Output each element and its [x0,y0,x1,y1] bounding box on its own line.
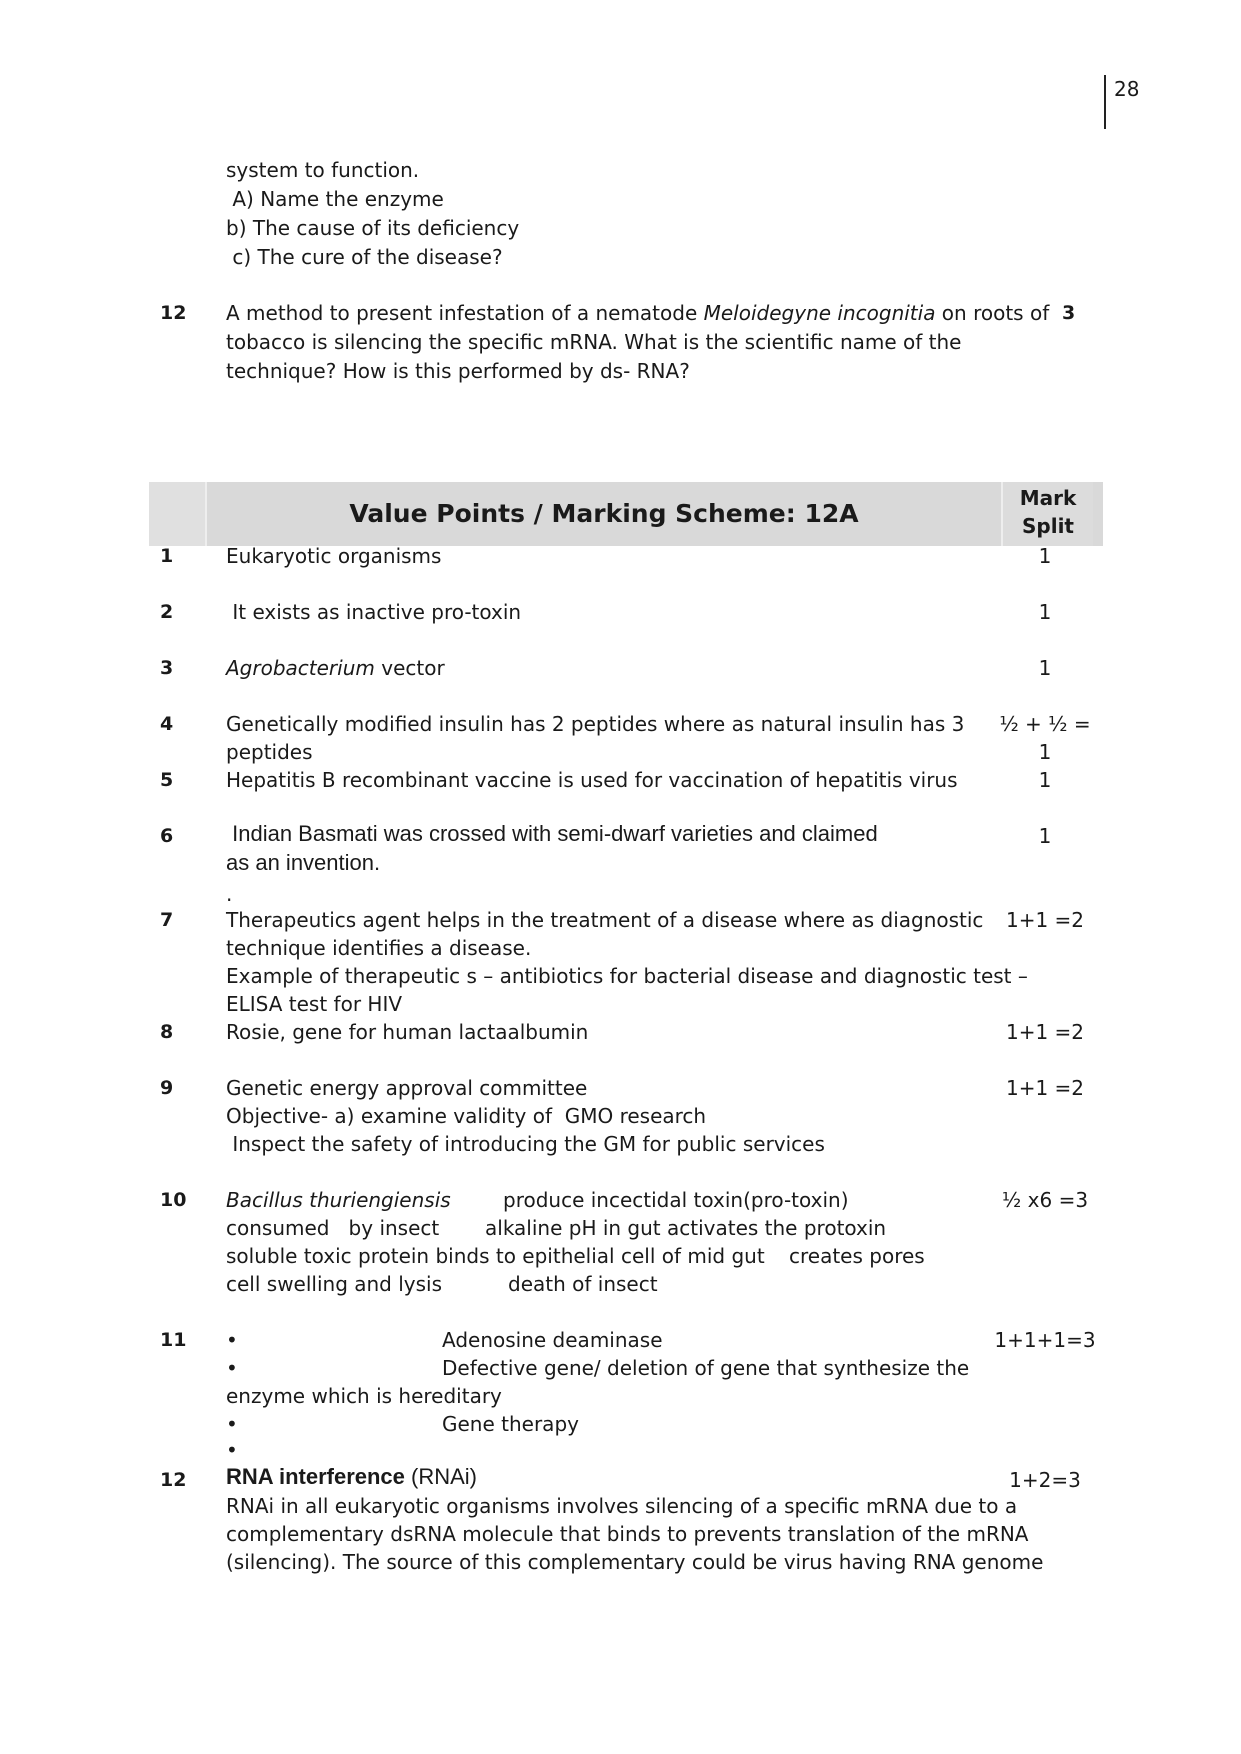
answer-6-number: 6 [160,825,174,847]
answer-12-number: 12 [160,1469,187,1491]
answer-10-r2b: alkaline pH in gut activates the protoxin [485,1216,887,1240]
answer-10-number: 10 [160,1189,187,1211]
answer-7-number: 7 [160,909,174,931]
question-tail-line-4: c) The cure of the disease? [226,245,503,269]
answer-7-line-3: Example of therapeutic s – antibiotics for bacterial disease and diagnostic test – [226,964,1028,988]
mark-split-header: Mark Split [1019,486,1077,538]
answer-5-number: 5 [160,769,174,791]
answer-5-text: Hepatitis B recombinant vaccine is used for vaccination of hepatitis virus [226,768,958,792]
header-blank-cell [149,482,207,546]
answer-3-number: 3 [160,657,174,679]
header-rule [1104,75,1106,129]
answer-3-mark: 1 [1038,656,1052,680]
answer-6-line-1: Indian Basmati was crossed with semi-dwarf varieties and claimed [226,821,878,846]
answer-9-line-3: Inspect the safety of introducing the GM for public services [226,1132,825,1156]
answer-7-mark: 1+1 =2 [1005,908,1085,932]
answer-4-number: 4 [160,713,174,735]
question-tail-line-3: b) The cause of its deficiency [226,216,520,240]
answer-2-number: 2 [160,601,174,623]
answer-4-mark-2: 1 [1038,740,1052,764]
answer-7-line-1: Therapeutics agent helps in the treatment of a disease where as diagnostic [226,908,984,932]
answer-6-line-3: . [226,882,233,906]
answer-11-bullet-2-text: Defective gene/ deletion of gene that synthesize the [442,1356,970,1380]
question-12-number: 12 [160,302,187,324]
answer-8-mark: 1+1 =2 [1005,1020,1085,1044]
answer-1-mark: 1 [1038,544,1052,568]
question-12-marks: 3 [1062,302,1076,324]
answer-10-r2a: consumed by insect [226,1216,440,1240]
answer-9-line-2: Objective- a) examine validity of GMO research [226,1104,707,1128]
answer-6-mark: 1 [1038,824,1052,848]
answer-9-number: 9 [160,1077,174,1099]
answer-3-text: Agrobacterium vector [226,656,445,680]
answer-8-number: 8 [160,1021,174,1043]
answer-10-r4a: cell swelling and lysis [226,1272,443,1296]
question-12-line-1: A method to present infestation of a nematode Meloidegyne incognitia on roots of [226,301,1050,325]
answer-2-mark: 1 [1038,600,1052,624]
answer-4-mark-1: ½ + ½ = [999,712,1091,736]
answer-12-line-3: complementary dsRNA molecule that binds to prevents translation of the mRNA [226,1522,1029,1546]
answer-7-line-2: technique identifies a disease. [226,936,532,960]
bullet-3: • [226,1412,238,1436]
answer-11-mark: 1+1+1=3 [994,1328,1096,1352]
answer-2-text: It exists as inactive pro-toxin [226,600,522,624]
answer-9-line-1: Genetic energy approval committee [226,1076,588,1100]
answer-4-line-1: Genetically modified insulin has 2 peptides where as natural insulin has 3 [226,712,965,736]
answer-12-mark: 1+2=3 [1009,1468,1081,1492]
question-tail-line-2: A) Name the enzyme [226,187,444,211]
marking-scheme-header [149,482,1103,546]
answer-10-r3b: creates pores [789,1244,925,1268]
answer-12-line-2: RNAi in all eukaryotic organisms involves silencing of a specific mRNA due to a [226,1494,1018,1518]
answer-10-r4b: death of insect [508,1272,658,1296]
answer-8-text: Rosie, gene for human lactaalbumin [226,1020,589,1044]
answer-11-bullet-1-text: Adenosine deaminase [442,1328,663,1352]
answer-10-r1b: produce incectidal toxin(pro-toxin) [503,1188,849,1212]
bullet-4: • [226,1438,238,1462]
answer-1-number: 1 [160,545,174,567]
answer-6-line-2: as an invention. [226,850,381,875]
answer-11-bullet-3-text: Gene therapy [442,1412,579,1436]
answer-4-line-2: peptides [226,740,313,764]
answer-10-mark: ½ x6 =3 [1001,1188,1089,1212]
bullet-2: • [226,1356,238,1380]
answer-1-text: Eukaryotic organisms [226,544,442,568]
bullet-1: • [226,1328,238,1352]
question-tail-line-1: system to function. [226,158,420,182]
answer-10-r1a: Bacillus thuriengiensis [226,1188,451,1212]
answer-7-line-4: ELISA test for HIV [226,992,403,1016]
answer-10-r3a: soluble toxic protein binds to epithelial cell of mid gut [226,1244,765,1268]
answer-12-line-4: (silencing). The source of this complementary could be virus having RNA genome [226,1550,1044,1574]
answer-5-mark: 1 [1038,768,1052,792]
answer-9-mark: 1+1 =2 [1005,1076,1085,1100]
question-12-line-2: tobacco is silencing the specific mRNA. What is the scientific name of the [226,330,962,354]
page-number: 28 [1114,77,1140,101]
question-12-line-3: technique? How is this performed by ds- RNA? [226,359,690,383]
answer-11-bullet-2-cont: enzyme which is hereditary [226,1384,502,1408]
marking-scheme-title: Value Points / Marking Scheme: 12A [349,499,859,528]
answer-12-heading: RNA interference (RNAi) [226,1464,478,1489]
answer-11-number: 11 [160,1329,187,1351]
